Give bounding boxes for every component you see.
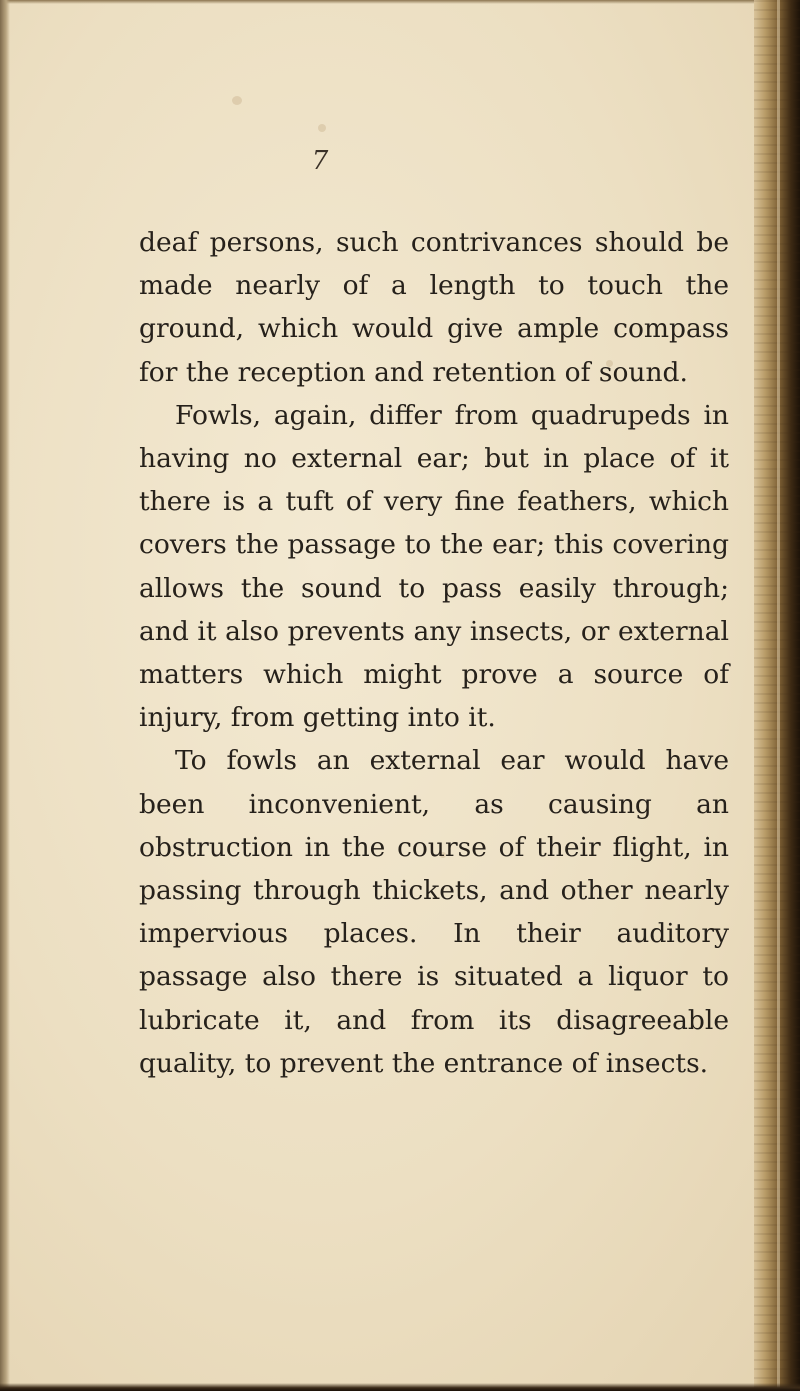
- paragraph-3: To fowls an external ear would have been inconvenient, as causing an obstruction in the course of their flight, in passing through thickets, and other nearly impervious places. In their auditory passage also there is situated a liquor to lubricate it, and from its disagreeable quality, to prevent the entrance of insects.: [139, 745, 729, 1079]
- foxing-spot: [232, 96, 242, 105]
- foxing-spot: [318, 124, 326, 132]
- page-left-edge: [0, 0, 10, 1391]
- page-top-edge: [0, 0, 800, 4]
- spine-highlight: [777, 0, 780, 1391]
- body-text: [139, 221, 729, 1085]
- paragraph-2: Fowls, again, differ from quadrupeds in having no external ear; but in place of it there is a tuft of very fine feathers, which covers the passage to the ear; this covering allows the sound to pass easily through; and it also prevents any insects, or external matters which might prove a source of injury, from getting into it.: [139, 399, 729, 734]
- paragraph-1: deaf persons, such contrivances should be made nearly of a length to touch the ground, which would give ample compass for the reception and retention of sound.: [139, 227, 729, 388]
- page-number: 7: [311, 146, 329, 176]
- page-bottom-edge: [0, 1383, 800, 1391]
